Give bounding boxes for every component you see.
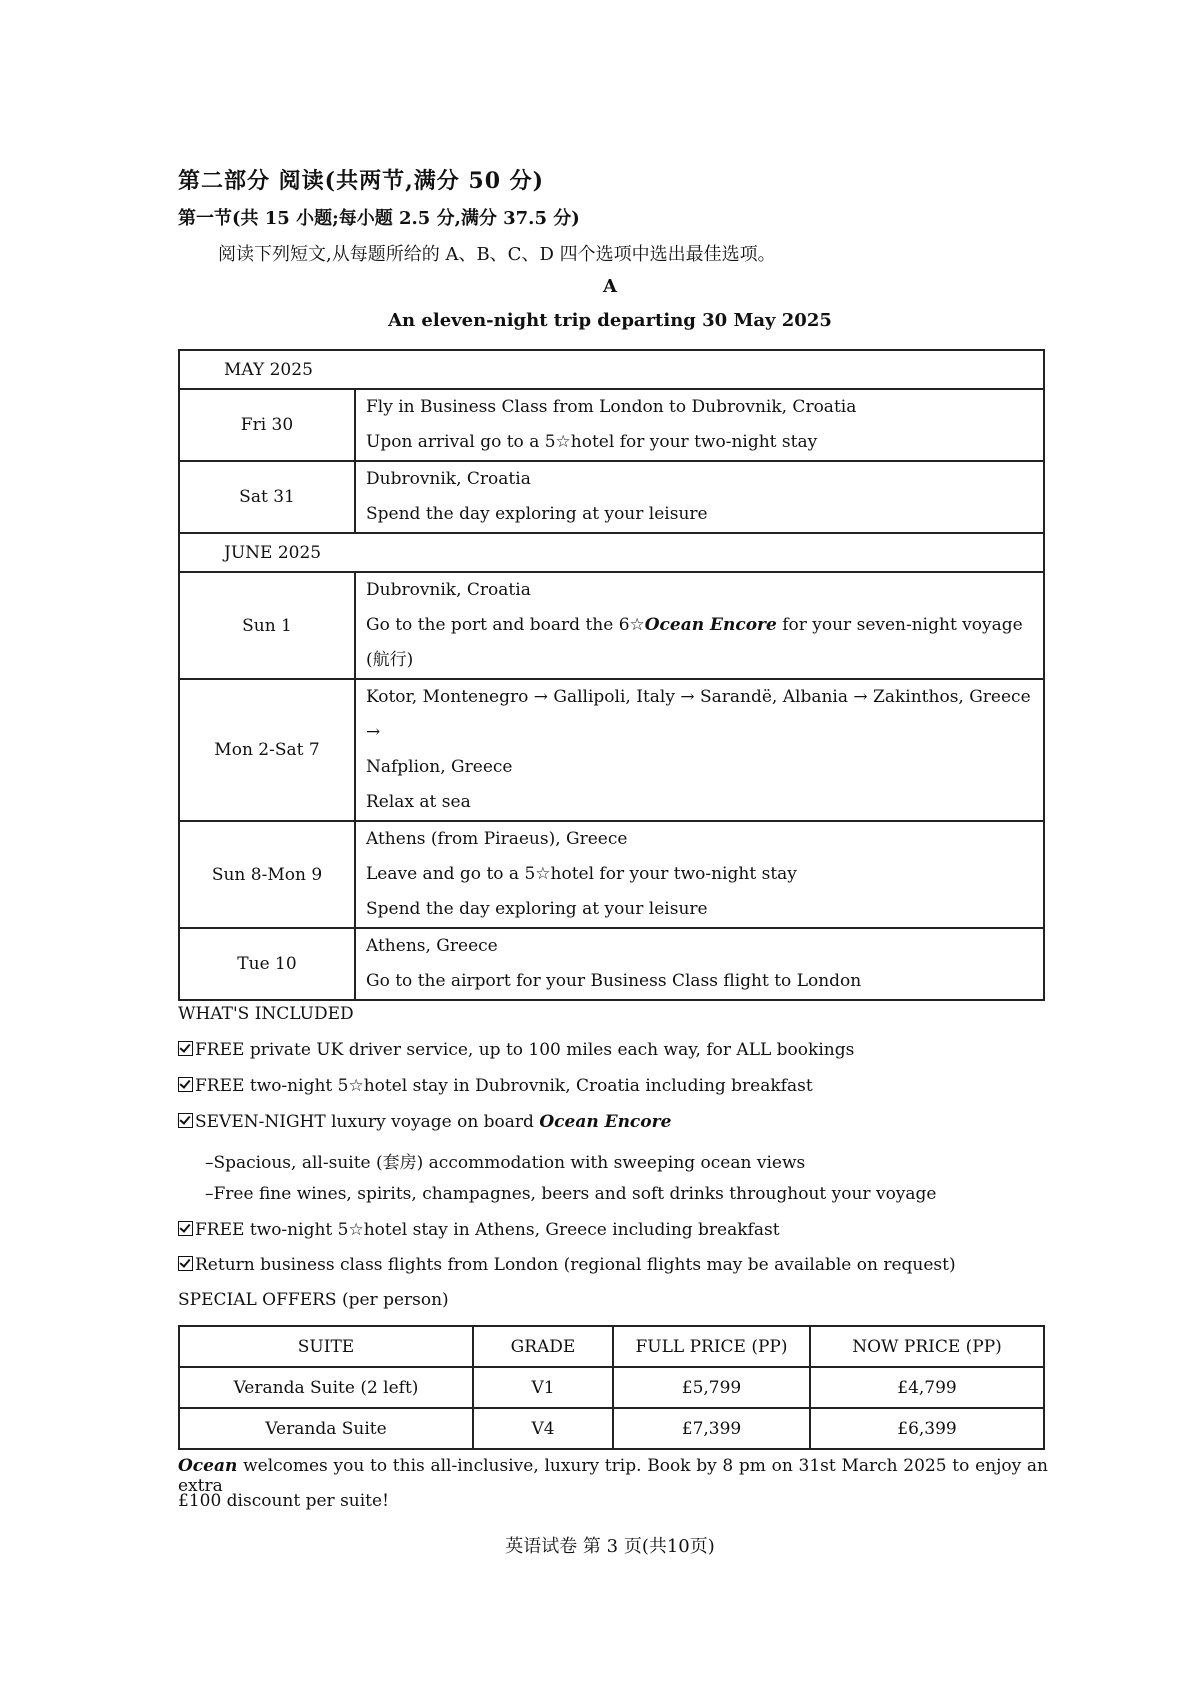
itinerary-date: Fri 30: [179, 389, 355, 461]
closing-paragraph-continued: £100 discount per suite!: [178, 1491, 389, 1511]
passage-letter: A: [603, 276, 617, 297]
table-cell: £6,399: [810, 1408, 1044, 1449]
included-item: [178, 1076, 813, 1096]
detail-line: Relax at sea: [366, 792, 471, 812]
table-cell: £4,799: [810, 1367, 1044, 1408]
itinerary-row: [179, 821, 1044, 928]
included-text: SEVEN-NIGHT luxury voyage on board: [195, 1112, 540, 1132]
itinerary-details: [355, 389, 1044, 461]
closing-text: welcomes you to this all-inclusive, luxury trip. Book by 8 pm on 31st March 2025 to enjoy an extra: [178, 1456, 1048, 1496]
offers-heading: SPECIAL OFFERS (per person): [178, 1290, 449, 1310]
detail-line: Kotor, Montenegro → Gallipoli, Italy → Sarandë, Albania → Zakinthos, Greece →: [366, 687, 1031, 742]
detail-line: Athens (from Piraeus), Greece: [366, 829, 628, 849]
ship-name: Ocean Encore: [644, 615, 777, 635]
table-cell: £7,399: [613, 1408, 810, 1449]
table-cell: Veranda Suite (2 left): [179, 1367, 473, 1408]
month-label: MAY 2025: [179, 350, 1044, 389]
itinerary-details: [355, 572, 1044, 679]
checkbox-checked-icon: [178, 1113, 193, 1128]
included-text: Return business class flights from London (regional flights may be available on request): [195, 1255, 956, 1275]
detail-text: Go to the port and board the 6☆: [366, 615, 645, 635]
included-item: [178, 1112, 671, 1132]
part-heading: 第二部分 阅读(共两节,满分 50 分): [178, 168, 545, 194]
offers-row: [179, 1408, 1044, 1449]
checkbox-checked-icon: [178, 1221, 193, 1236]
ship-name: Ocean Encore: [539, 1112, 672, 1132]
included-item: [178, 1255, 956, 1275]
detail-line: Spend the day exploring at your leisure: [366, 899, 708, 919]
checkbox-checked-icon: [178, 1077, 193, 1092]
itinerary-details: [355, 928, 1044, 1000]
included-item: [178, 1220, 780, 1240]
table-cell: V1: [473, 1367, 613, 1408]
detail-line: Nafplion, Greece: [366, 757, 513, 777]
brand-name: Ocean: [178, 1456, 238, 1476]
included-subitem: –Free fine wines, spirits, champagnes, beers and soft drinks throughout your voyage: [205, 1184, 937, 1204]
itinerary-row: [179, 928, 1044, 1000]
detail-line: Athens, Greece: [366, 936, 498, 956]
month-label: JUNE 2025: [179, 533, 1044, 572]
passage-title: An eleven-night trip departing 30 May 2025: [388, 310, 832, 331]
detail-line: Go to the airport for your Business Class flight to London: [366, 971, 862, 991]
checkbox-checked-icon: [178, 1041, 193, 1056]
instruction: 阅读下列短文,从每题所给的 A、B、C、D 四个选项中选出最佳选项。: [218, 244, 776, 265]
itinerary-row: [179, 461, 1044, 533]
itinerary-details: [355, 679, 1044, 821]
included-subitem: –Spacious, all-suite (套房) accommodation with sweeping ocean views: [205, 1153, 806, 1173]
included-text: FREE two-night 5☆hotel stay in Athens, Greece including breakfast: [195, 1220, 780, 1240]
itinerary-date: Sun 1: [179, 572, 355, 679]
column-header: GRADE: [473, 1326, 613, 1367]
detail-line: [366, 608, 1033, 678]
column-header: SUITE: [179, 1326, 473, 1367]
month-row: [179, 533, 1044, 572]
itinerary-row: [179, 389, 1044, 461]
included-item: [178, 1040, 854, 1060]
itinerary-details: [355, 821, 1044, 928]
itinerary-date: Sat 31: [179, 461, 355, 533]
detail-line: Spend the day exploring at your leisure: [366, 504, 708, 524]
itinerary-details: [355, 461, 1044, 533]
detail-line: Leave and go to a 5☆hotel for your two-night stay: [366, 864, 797, 884]
itinerary-date: Tue 10: [179, 928, 355, 1000]
included-text: FREE two-night 5☆hotel stay in Dubrovnik, Croatia including breakfast: [195, 1076, 813, 1096]
offers-header-row: [179, 1326, 1044, 1367]
detail-text: for your seven-night voyage (航行): [366, 615, 1023, 670]
detail-line: Dubrovnik, Croatia: [366, 580, 531, 600]
checkbox-checked-icon: [178, 1256, 193, 1271]
month-row: [179, 350, 1044, 389]
itinerary-row: [179, 679, 1044, 821]
column-header: NOW PRICE (PP): [810, 1326, 1044, 1367]
detail-line: Fly in Business Class from London to Dubrovnik, Croatia: [366, 397, 857, 417]
table-cell: V4: [473, 1408, 613, 1449]
column-header: FULL PRICE (PP): [613, 1326, 810, 1367]
table-cell: £5,799: [613, 1367, 810, 1408]
itinerary-date: Mon 2-Sat 7: [179, 679, 355, 821]
page-number: 英语试卷 第 3 页(共10页): [505, 1536, 715, 1557]
offers-row: [179, 1367, 1044, 1408]
subsection-heading: 第一节(共 15 小题;每小题 2.5 分,满分 37.5 分): [178, 208, 580, 229]
table-cell: Veranda Suite: [179, 1408, 473, 1449]
included-heading: WHAT'S INCLUDED: [178, 1004, 354, 1024]
itinerary-table: [178, 349, 1045, 1001]
included-text: FREE private UK driver service, up to 100 miles each way, for ALL bookings: [195, 1040, 855, 1060]
closing-paragraph: [178, 1456, 1048, 1496]
detail-line: Dubrovnik, Croatia: [366, 469, 531, 489]
detail-line: Upon arrival go to a 5☆hotel for your two-night stay: [366, 432, 818, 452]
itinerary-date: Sun 8-Mon 9: [179, 821, 355, 928]
offers-table: [178, 1325, 1045, 1450]
itinerary-row: [179, 572, 1044, 679]
